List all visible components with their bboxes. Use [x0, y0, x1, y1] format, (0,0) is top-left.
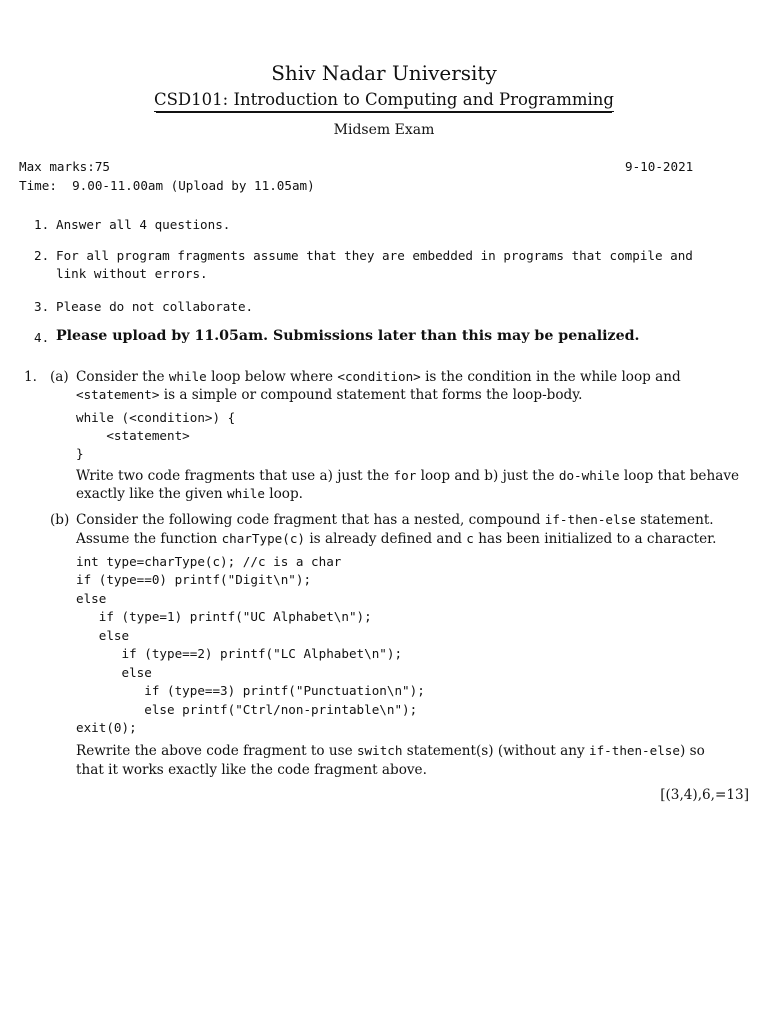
code-line: <statement>	[76, 428, 190, 443]
code-line: if (type==2) printf("LC Alphabet\n");	[76, 646, 403, 661]
code-line: if (type=1) printf("UC Alphabet\n");	[76, 609, 372, 624]
instruction-text: Please do not collaborate.	[56, 299, 254, 314]
code-line: exit(0);	[76, 720, 137, 735]
instruction-text: For all program fragments assume that they are embedded in programs that compile and	[56, 248, 693, 263]
max-marks: Max marks:75	[19, 159, 110, 174]
university-name: Shiv Nadar University	[271, 61, 497, 85]
instruction-number: 2.	[34, 248, 50, 263]
exam-date: 9-10-2021	[625, 159, 694, 174]
instruction-number: 4.	[34, 330, 50, 345]
instruction-text-continued: link without errors.	[56, 266, 208, 281]
code-line: if (type==0) printf("Digit\n");	[76, 572, 312, 587]
code-line: int type=charType(c); //c is a char	[76, 554, 342, 569]
exam-time: Time: 9.00-11.00am (Upload by 11.05am)	[19, 178, 315, 193]
instruction-text-bold: Please upload by 11.05am. Submissions later than this may be penalized.	[56, 328, 640, 344]
code-line: else	[76, 591, 107, 606]
question-number: 1.	[24, 369, 37, 385]
exam-title: Midsem Exam	[333, 122, 435, 138]
instruction-number: 3.	[34, 299, 50, 314]
part-b-text-line: Rewrite the above code fragment to use switch statement(s) (without any if-then-else) so	[76, 743, 705, 759]
code-line: }	[76, 446, 84, 461]
part-label: (b)	[50, 512, 70, 528]
part-a-text-line: Write two code fragments that use a) just the for loop and b) just the do-while loop that behave	[76, 468, 740, 484]
part-b-text-line: Consider the following code fragment that has a nested, compound if-then-else statement.	[76, 512, 714, 528]
code-line: else	[76, 665, 152, 680]
part-label: (a)	[50, 369, 69, 385]
part-b-text-line: that it works exactly like the code fragment above.	[76, 762, 427, 778]
part-a-text-line: Consider the while loop below where <condition> is the condition in the while loop and	[76, 369, 681, 385]
part-b-text-line: Assume the function charType(c) is already defined and c has been initialized to a character.	[76, 531, 717, 547]
code-line: while (<condition>) {	[76, 410, 236, 425]
code-line: if (type==3) printf("Punctuation\n");	[76, 683, 425, 698]
instruction-text: Answer all 4 questions.	[56, 217, 231, 232]
code-line: else printf("Ctrl/non-printable\n");	[76, 702, 418, 717]
course-title-text: CSD101: Introduction to Computing and Programming	[154, 90, 614, 112]
code-line: else	[76, 628, 130, 643]
course-title	[0, 90, 768, 109]
instruction-number: 1.	[34, 217, 50, 232]
part-a-text-line: exactly like the given while loop.	[76, 486, 303, 502]
part-a-text-line: <statement> is a simple or compound statement that forms the loop-body.	[76, 387, 583, 403]
question-marks: [(3,4),6,=13]	[660, 787, 749, 803]
